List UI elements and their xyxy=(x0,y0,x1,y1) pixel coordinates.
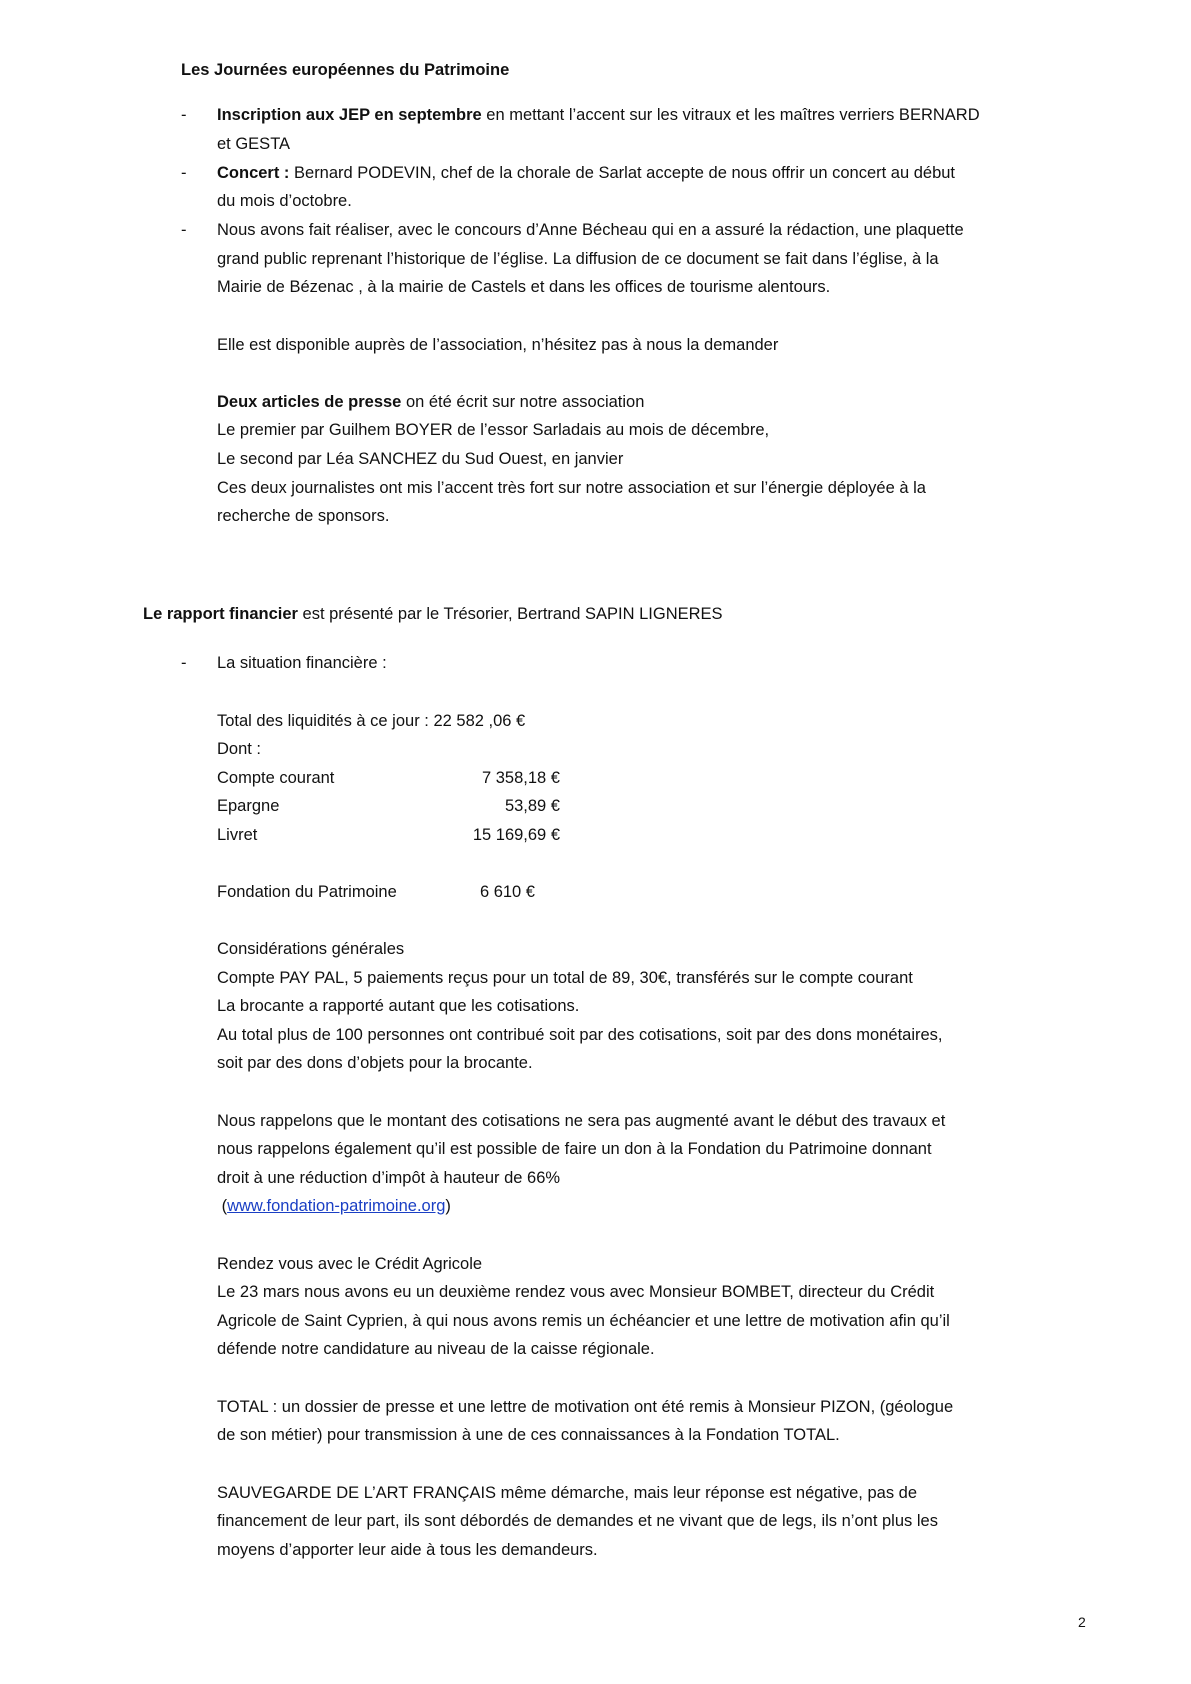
total-liquidity: Total des liquidités à ce jour : 22 582 ,06 € xyxy=(217,712,526,730)
subheading: Considérations générales xyxy=(217,940,405,958)
text-line: soit par des dons d’objets pour la brocante. xyxy=(217,1054,533,1072)
text-line: Le 23 mars nous avons eu un deuxième rendez vous avec Monsieur BOMBET, directeur du Crédit xyxy=(217,1283,935,1301)
bullet-dash: - xyxy=(181,164,187,182)
text-line: de son métier) pour transmission à une de ces connaissances à la Fondation TOTAL. xyxy=(217,1426,840,1444)
account-amount: 53,89 € xyxy=(504,797,560,815)
text-line: Au total plus de 100 personnes ont contribué soit par des cotisations, soit par des dons monétaires, xyxy=(217,1026,943,1044)
text-line: Agricole de Saint Cyprien, à qui nous avons remis un échéancier et une lettre de motivation afin qu’il xyxy=(217,1312,950,1330)
text-line: Le second par Léa SANCHEZ du Sud Ouest, en janvier xyxy=(217,450,624,468)
bold-lead: Concert : xyxy=(217,164,290,182)
text-line: grand public reprenant l’historique de l’église. La diffusion de ce document se fait dans l’église, à la xyxy=(217,250,939,268)
text-line: TOTAL : un dossier de presse et une lettre de motivation ont été remis à Monsieur PIZON, (géologue xyxy=(217,1398,954,1416)
text-line: droit à une réduction d’impôt à hauteur de 66% xyxy=(217,1169,561,1187)
text-line: Nous avons fait réaliser, avec le concours d’Anne Bécheau qui en a assuré la rédaction, une plaquette xyxy=(217,221,964,239)
press-heading-line xyxy=(217,391,644,413)
text-line: La brocante a rapporté autant que les cotisations. xyxy=(217,997,580,1015)
text-line: défende notre candidature au niveau de la caisse régionale. xyxy=(217,1340,655,1358)
text-line: Nous rappelons que le montant des cotisations ne sera pas augmenté avant le début des travaux et xyxy=(217,1112,946,1130)
bold-lead: Le rapport financier xyxy=(143,605,298,623)
text-line: financement de leur part, ils sont débordés de demandes et ne vivant que de legs, ils n’ont plus les xyxy=(217,1512,938,1530)
text-rest: en mettant l’accent sur les vitraux et les maîtres verriers BERNARD xyxy=(481,106,980,124)
text-line: et GESTA xyxy=(217,135,291,153)
text-line: moyens d’apporter leur aide à tous les demandeurs. xyxy=(217,1541,598,1559)
text-rest: Bernard PODEVIN, chef de la chorale de Sarlat accepte de nous offrir un concert au début xyxy=(289,164,956,182)
account-amount: 15 169,69 € xyxy=(472,826,560,844)
fondation-label: Fondation du Patrimoine xyxy=(217,883,397,901)
bullet-dash: - xyxy=(181,106,187,124)
jep-item-registration xyxy=(217,104,980,126)
paren-close: ) xyxy=(445,1197,451,1215)
bullet-dash: - xyxy=(181,221,187,239)
text-line: du mois d’octobre. xyxy=(217,192,352,210)
text-line: SAUVEGARDE DE L’ART FRANÇAIS même démarche, mais leur réponse est négative, pas de xyxy=(217,1484,918,1502)
text-line: Dont : xyxy=(217,740,262,758)
fondation-link[interactable]: www.fondation-patrimoine.org xyxy=(227,1197,446,1215)
bullet-dash: - xyxy=(181,654,187,672)
account-amount: 7 358,18 € xyxy=(482,769,560,787)
bold-lead: Deux articles de presse xyxy=(217,393,402,411)
text-line: Le premier par Guilhem BOYER de l’essor Sarladais au mois de décembre, xyxy=(217,421,770,439)
page-number: 2 xyxy=(1078,1614,1086,1630)
account-label: Livret xyxy=(217,826,258,844)
fondation-amount: 6 610 € xyxy=(479,883,535,901)
text-rest: est présenté par le Trésorier, Bertrand SAPIN LIGNERES xyxy=(297,605,723,623)
text-line: Mairie de Bézenac , à la mairie de Castels et dans les offices de tourisme alentours. xyxy=(217,278,831,296)
text-line: nous rappelons également qu’il est possible de faire un don à la Fondation du Patrimoine donnant xyxy=(217,1140,932,1158)
subheading: Rendez vous avec le Crédit Agricole xyxy=(217,1255,483,1273)
text-rest: on été écrit sur notre association xyxy=(401,393,645,411)
text-line: La situation financière : xyxy=(217,654,387,672)
link-line xyxy=(217,1195,451,1217)
paren-open: ( xyxy=(217,1197,228,1215)
account-label: Epargne xyxy=(217,797,280,815)
text-line: Compte PAY PAL, 5 paiements reçus pour un total de 89, 30€, transférés sur le compte courant xyxy=(217,969,913,987)
text-line: Elle est disponible auprès de l’association, n’hésitez pas à nous la demander xyxy=(217,336,779,354)
jep-item-concert xyxy=(217,162,955,184)
account-label: Compte courant xyxy=(217,769,335,787)
text-line: recherche de sponsors. xyxy=(217,507,390,525)
text-line: Ces deux journalistes ont mis l’accent très fort sur notre association et sur l’énergie déployée à la xyxy=(217,479,926,497)
bold-lead: Inscription aux JEP en septembre xyxy=(217,106,482,124)
section-title-finance xyxy=(143,603,723,625)
section-title-jep: Les Journées européennes du Patrimoine xyxy=(181,61,510,79)
